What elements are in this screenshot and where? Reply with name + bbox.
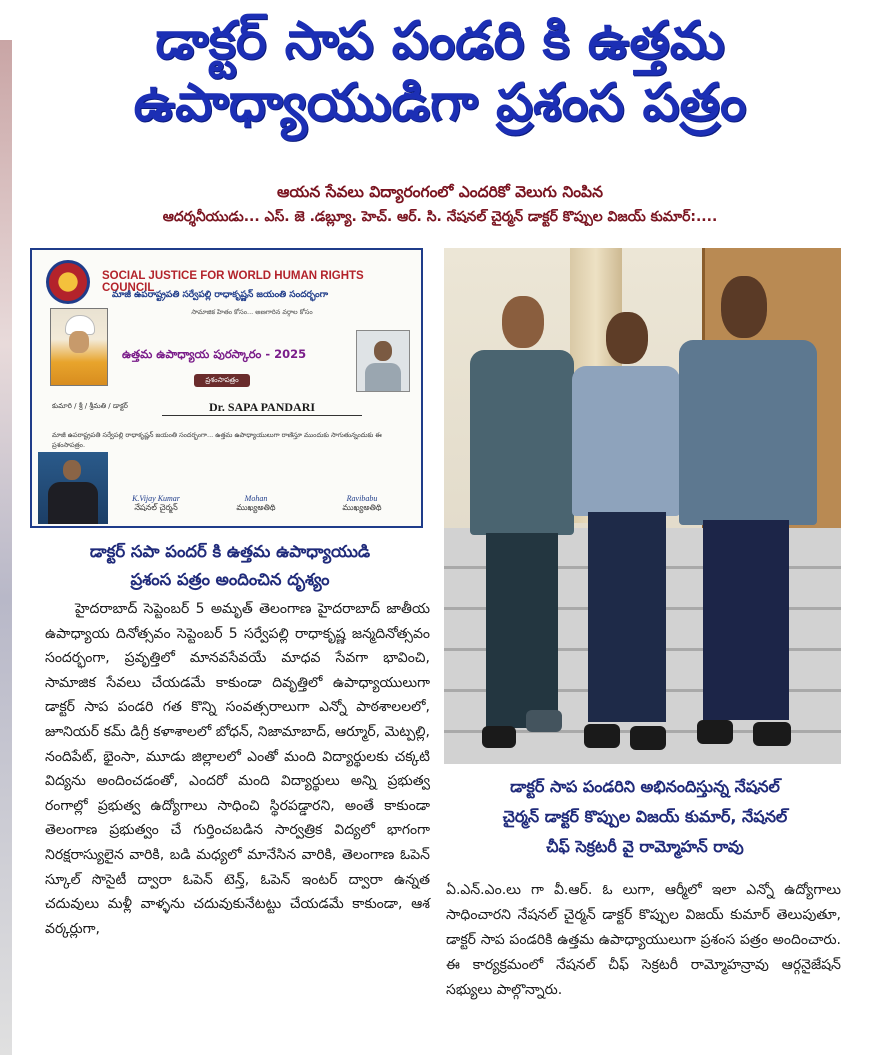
person-right bbox=[669, 270, 829, 760]
subheadline bbox=[20, 180, 860, 230]
adjacent-article-strip bbox=[0, 40, 12, 1055]
certificate-recipient-name: Dr. SAPA PANDARI bbox=[162, 400, 362, 416]
photo-caption-line-3: చీఫ్ సెక్రటరీ వై రామ్మోహన్ రావు bbox=[546, 837, 744, 856]
certificate-subtitle: మాజీ ఉపరాష్ట్రపతి సర్వేపల్లి రాధాకృష్ణన్ జయంతి సందర్భంగా bbox=[112, 290, 329, 300]
article-paragraph: హైదరాబాద్ సెప్టెంబర్ 5 అమృత్ తెలంగాణ హైదరాబాద్ జాతీయ ఉపాధ్యాయ దినోత్సవం సెప్టెంబర్ 5 సర్వేపల్లి రాధాకృష్ణ జన్మదినోత్సవం సందర్భంగా, ప్రవృత్తిలో మానవసేవయే మాధవ సేవగా భావించి, సామాజిక సేవలు చేయడమే కాకుండా దివృత్తిలో ఉపాధ్యాయులుగా డాక్టర్ సాప పండరి గత కొన్ని సంవత్సరాలుగా ఎన్నో పాఠశాలలలో, జూనియర్ కమ్ డిగ్రీ కళాశాలలో బోధన్, నిజామాబాద్, ఆర్మూర్, మెట్పల్లి, నందిపేట్, భైంసా, మూడు జిల్లాలలో ఎంతో మంది విద్యార్థులకు చక్కటి విద్యను అందించడంతో, ఎందరో మంది విద్యార్థులు అన్ని ప్రభుత్వ రంగాల్లో ప్రభుత్వ ఉద్యోగాలు సాధించి స్థిరపడ్డారని, అంతే కాకుండా తెలంగాణ ప్రభుత్వం చే గుర్తించబడిన సార్వత్రిక విద్యలో భాగంగా నిరక్షరాస్యులైన వారికి, బడి మధ్యలో మానేసిన వారికి, తెలంగాణ ఓపెన్ స్కూల్ సొసైటీ ద్వారా ఓపెన్ టెన్త్, ఓపెన్ ఇంటర్ ద్వారా ఉన్నత చదువులు మళ్లీ వాళ్ళను చదువుకునేటట్టు చేయడమే కాకుండా, ఆశ వర్కర్లుగా, bbox=[45, 601, 430, 937]
certificate-body-text: మాజీ ఉపరాష్ట్రపతి సర్వేపల్లి రాధాకృష్ణన్ జయంతి సందర్భంగా... ఉత్తమ ఉపాధ్యాయులుగా రాణిస్తూ ముందుకు సాగుతున్నందుకు ఈ ప్రశంసాపత్రం. bbox=[52, 431, 382, 449]
subheadline-line-2: ఆదర్శనీయుడు... ఎస్. జె .డబ్ల్యూ. హెచ్. ఆర్. సి. నేషనల్ చైర్మన్ డాక్టర్ కొప్పుల విజయ్ కుమార్:.... bbox=[162, 209, 718, 225]
signature-name: K.Vijay Kumar bbox=[132, 494, 180, 503]
recipient-photo bbox=[356, 330, 410, 392]
certificate-name-label: కుమారి / శ్రీ / శ్రీమతి / డాక్టర్ bbox=[52, 402, 128, 410]
organization-seal-icon bbox=[46, 260, 90, 304]
article-body-left bbox=[45, 597, 430, 941]
signature-role: ముఖ్యఅతిథి bbox=[342, 503, 382, 512]
certificate-org-name: SOCIAL JUSTICE FOR WORLD HUMAN RIGHTS COUNCIL bbox=[102, 270, 364, 294]
article-paragraph: ఏ.ఎన్.ఎం.లు గా వీ.ఆర్. ఓ లుగా, ఆర్మీలో ఇలా ఎన్నో ఉద్యోగాలు సాధించారని నేషనల్ చైర్మన్ డాక్టర్ కొప్పుల విజయ్ కుమార్ తెలుపుతూ, డాక్టర్ సాప పండరికి ఉత్తమ ఉపాధ్యాయులుగా ప్రశంస పత్రం అందించారు. ఈ కార్యక్రమంలో నేషనల్ చీఫ్ సెక్రటరీ రామ్మోహన్రావు ఆర్గనైజేషన్ సభ్యులు పాల్గొన్నారు. bbox=[446, 882, 841, 998]
certificate-caption bbox=[30, 538, 430, 594]
speaker-photo bbox=[38, 452, 108, 524]
subheadline-line-1: ఆయన సేవలు విద్యారంగంలో ఎందరికో వెలుగు నింపిన bbox=[277, 183, 603, 201]
headline-line-1: డాక్టర్ సాప పండరి కి ఉత్తమ bbox=[155, 11, 725, 71]
certificate-image bbox=[30, 248, 423, 528]
radhakrishnan-portrait bbox=[50, 308, 108, 386]
signature-role: ముఖ్యఅతిథి bbox=[236, 503, 276, 512]
certificate-award-title: ఉత్తమ ఉపాధ్యాయ పురస్కారం - 2025 bbox=[122, 347, 307, 361]
signature-block bbox=[322, 494, 402, 514]
headline-line-2: ఉపాధ్యాయుడిగా ప్రశంస పత్రం bbox=[133, 73, 747, 133]
event-photo bbox=[444, 248, 841, 764]
article-body-right bbox=[446, 878, 841, 1003]
signature-role: నేషనల్ చైర్మన్ bbox=[134, 503, 178, 512]
signature-name: Ravibabu bbox=[346, 494, 378, 503]
person-left bbox=[466, 288, 576, 758]
certificate-caption-line-1: డాక్టర్ సపా పందర్ కి ఉత్తమ ఉపాధ్యాయుడి bbox=[89, 542, 371, 561]
person-middle bbox=[566, 306, 686, 756]
certificate-badge: ప్రశంసాపత్రం bbox=[194, 374, 250, 387]
photo-caption bbox=[450, 772, 840, 862]
headline bbox=[30, 10, 850, 134]
photo-caption-line-2: చైర్మన్ డాక్టర్ కొప్పుల విజయ్ కుమార్, నేషనల్ bbox=[502, 807, 788, 826]
signature-block bbox=[116, 494, 196, 514]
signature-name: Mohan bbox=[244, 494, 268, 503]
photo-caption-line-1: డాక్టర్ సాప పండరిని అభినందిస్తున్న నేషనల్ bbox=[510, 777, 780, 796]
signature-block bbox=[216, 494, 296, 514]
certificate-tagline: సామాజిక హితం కోసం... అణగారిన వర్గాల కోసం bbox=[191, 308, 313, 316]
certificate-caption-line-2: ప్రశంస పత్రం అందించిన దృశ్యం bbox=[130, 570, 330, 589]
